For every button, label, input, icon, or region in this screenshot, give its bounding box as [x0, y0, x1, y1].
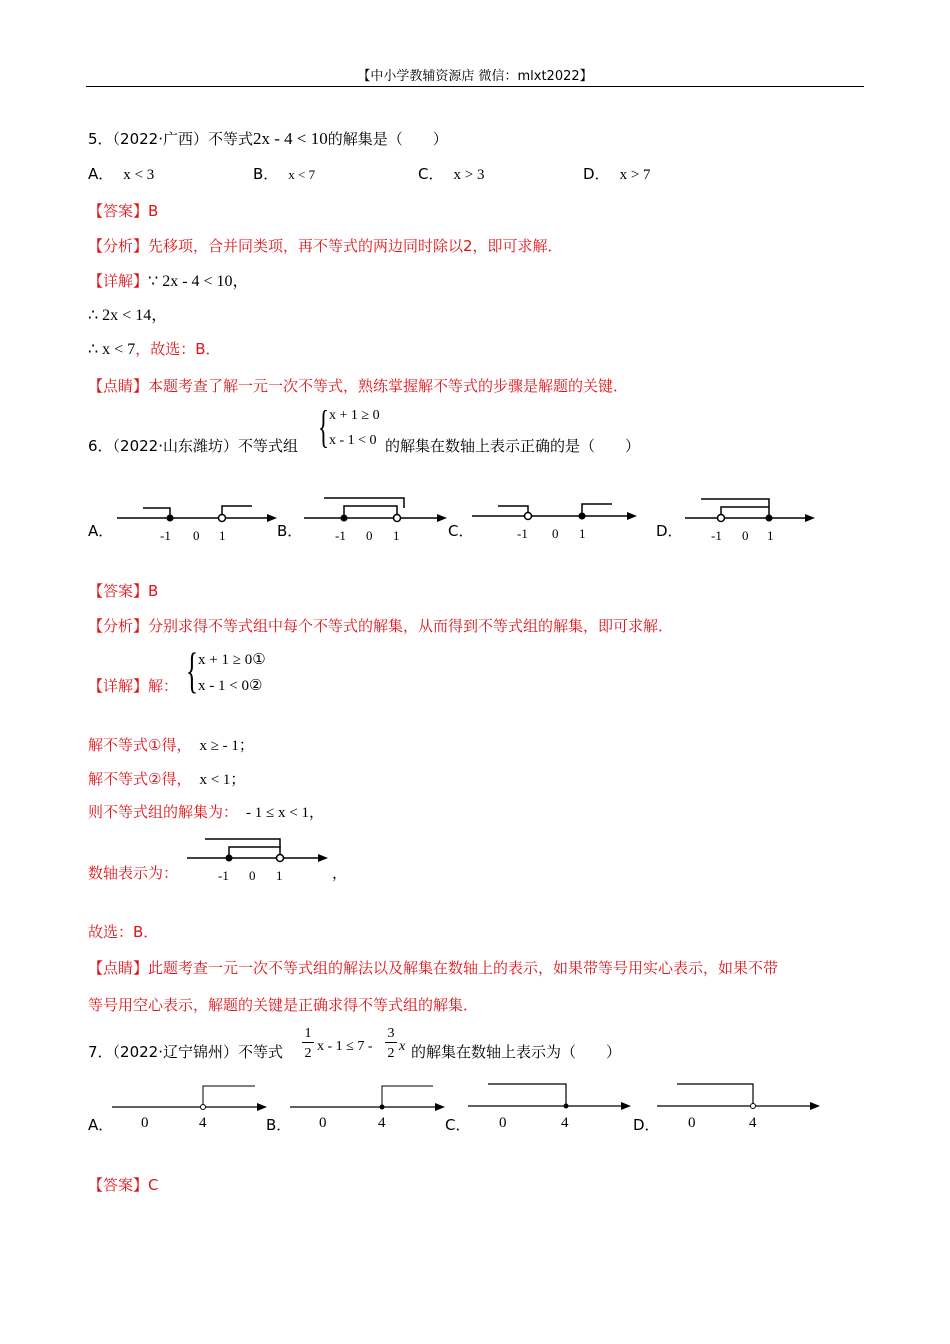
option-math: x < 7	[288, 167, 316, 182]
tick-label: 0	[742, 528, 749, 543]
q5-stem-suffix: 的解集是（ ）	[327, 130, 448, 148]
q6-solve-1	[88, 734, 254, 755]
q6-stem-prefix: 6．（2022·山东潍坊）不等式组	[88, 437, 298, 455]
tick-label: 1	[276, 868, 283, 883]
tick-label: 4	[378, 1115, 386, 1131]
q7-frac2-num: 3	[385, 1026, 397, 1043]
q6-option-d-numberline	[683, 494, 823, 548]
option-letter: A．	[88, 165, 114, 183]
q6-system-2: x - 1 < 0	[329, 433, 377, 448]
q7-answer: 【答案】C	[88, 1176, 159, 1194]
q5-stem-prefix: 5．（2022·广西）不等式	[88, 130, 253, 148]
q6-numline-text: 数轴表示为：	[88, 864, 179, 882]
tick-label: 1	[393, 528, 400, 543]
q7-option-a-letter: A．	[88, 1116, 114, 1134]
option-letter: D．	[583, 165, 610, 183]
q6-option-a-letter: A．	[88, 522, 114, 540]
tick-label: 0	[319, 1115, 327, 1131]
q6-stem-suffix: 的解集在数轴上表示正确的是（ ）	[385, 437, 641, 455]
tick-label: -1	[517, 526, 528, 541]
q6-analysis: 【分析】分别求得不等式组中每个不等式的解集，从而得到不等式组的解集，即可求解．	[88, 617, 674, 635]
tick-label: -1	[160, 528, 171, 543]
q6-solve-3	[88, 801, 324, 822]
q6-numline-after: ，	[332, 864, 348, 882]
q6-detail-system-1: x + 1 ≥ 0①	[198, 652, 266, 668]
q7-frac2-den: 2	[387, 1046, 395, 1061]
q5-option-b	[253, 163, 315, 184]
q5-answer: 【答案】B	[88, 202, 159, 220]
q7-option-c-letter: C．	[445, 1116, 471, 1134]
q6-solve-2	[88, 768, 245, 789]
q6-comment-2: 等号用空心表示，解题的关键是正确求得不等式组的解集．	[88, 996, 479, 1014]
option-math: x > 3	[453, 167, 485, 183]
solve-math: x < 1；	[199, 772, 246, 788]
tick-label: 1	[579, 526, 586, 541]
header-divider	[86, 86, 864, 87]
q7-frac1-den: 2	[304, 1046, 312, 1061]
q6-choose: 故选：B．	[88, 923, 159, 941]
solve-math: x ≥ - 1；	[199, 738, 254, 754]
q6-option-b-letter: B．	[277, 522, 303, 540]
solve-text: 解不等式②得，	[88, 770, 192, 788]
q5-detail-3-math: ∴ x < 7	[88, 341, 136, 358]
option-math: x > 7	[619, 167, 651, 183]
q7-option-c-numberline	[466, 1080, 636, 1132]
option-letter: C．	[418, 165, 444, 183]
q5-detail-label: 【详解】	[88, 272, 149, 290]
q5-stem-math: 2x - 4 < 10	[253, 129, 328, 148]
q5-detail-3	[88, 338, 221, 359]
tick-label: 0	[552, 526, 559, 541]
q5-detail-1	[88, 268, 249, 291]
q7-mid-math: x - 1 ≤ 7 -	[317, 1039, 373, 1054]
q7-stem-suffix: 的解集在数轴上表示为（ ）	[411, 1043, 622, 1061]
page-header: 【中小学教辅资源店 微信：mlxt2022】	[357, 69, 593, 84]
q5-analysis: 【分析】先移项，合并同类项，再不等式的两边同时除以2，即可求解．	[88, 237, 563, 255]
q7-tail-math: x	[399, 1039, 406, 1054]
q7-stem-prefix: 7．（2022·辽宁锦州）不等式	[88, 1043, 283, 1061]
tick-label: 4	[561, 1115, 569, 1131]
q5-detail-2: ∴ 2x < 14，	[88, 307, 168, 324]
q6-detail-brace: {	[186, 642, 198, 698]
q6-option-a-numberline	[115, 498, 280, 548]
q5-detail-3-text: ，故选：B．	[135, 340, 221, 358]
q7-option-b-numberline	[288, 1082, 448, 1132]
q5-option-d	[583, 163, 651, 184]
q7-option-d-letter: D．	[633, 1116, 660, 1134]
option-math: x < 3	[123, 167, 155, 183]
q5-option-a	[88, 163, 154, 184]
tick-label: 4	[199, 1115, 207, 1131]
q5-stem	[88, 128, 448, 149]
tick-label: 0	[499, 1115, 507, 1131]
solve-math: - 1 ≤ x < 1，	[246, 805, 324, 821]
q5-comment: 【点睛】本题考查了解一元一次不等式，熟练掌握解不等式的步骤是解题的关键．	[88, 377, 629, 395]
q5-detail-math-1: ∵ 2x - 4 < 10，	[148, 273, 249, 290]
q6-comment-1: 【点睛】此题考查一元一次不等式组的解法以及解集在数轴上的表示，如果带等号用实心表示，如果不带	[88, 959, 779, 977]
q7-option-b-letter: B．	[266, 1116, 292, 1134]
q6-system-1: x + 1 ≥ 0	[329, 408, 380, 423]
q5-option-c	[418, 163, 484, 184]
q6-option-d-letter: D．	[656, 522, 683, 540]
q6-answer: 【答案】B	[88, 582, 159, 600]
solve-text: 则不等式组的解集为：	[88, 803, 239, 821]
q6-detail-numberline	[185, 834, 335, 890]
q6-detail-system-2: x - 1 < 0②	[198, 678, 263, 694]
q6-brace: {	[318, 401, 330, 452]
tick-label: 0	[366, 528, 373, 543]
tick-label: 0	[688, 1115, 696, 1131]
solve-text: 解不等式①得，	[88, 736, 192, 754]
q7-option-a-numberline	[110, 1082, 270, 1132]
tick-label: 0	[141, 1115, 149, 1131]
tick-label: 0	[193, 528, 200, 543]
tick-label: 4	[749, 1115, 757, 1131]
q6-option-b-numberline	[302, 492, 452, 548]
q6-detail-label: 【详解】解：	[88, 677, 179, 695]
tick-label: -1	[711, 528, 722, 543]
tick-label: 1	[767, 528, 774, 543]
q7-option-d-numberline	[655, 1080, 825, 1132]
q6-option-c-numberline	[470, 498, 640, 548]
q6-option-c-letter: C．	[448, 522, 474, 540]
q7-frac1-num: 1	[302, 1026, 314, 1043]
tick-label: -1	[335, 528, 346, 543]
tick-label: -1	[218, 868, 229, 883]
option-letter: B．	[253, 165, 279, 183]
tick-label: 1	[219, 528, 226, 543]
tick-label: 0	[249, 868, 256, 883]
